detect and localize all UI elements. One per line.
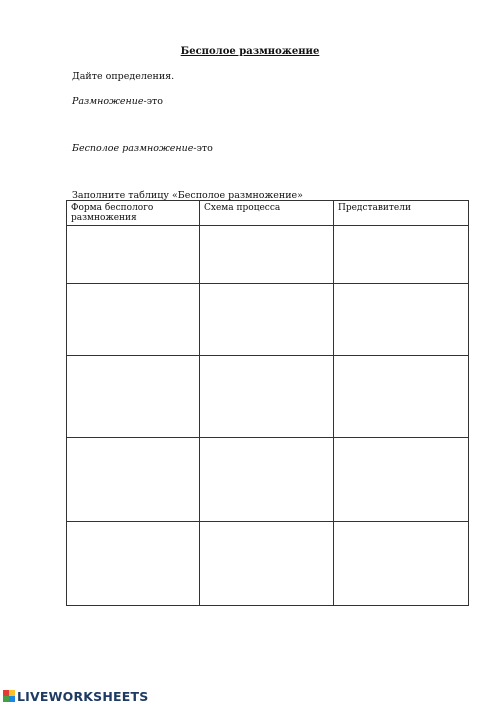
table-row <box>67 522 469 606</box>
table-cell-representatives[interactable] <box>334 284 469 356</box>
liveworksheets-logo <box>3 689 148 703</box>
definitions-instruction: Дайте определения. <box>72 71 175 82</box>
definition-asexual-reproduction <box>72 143 213 154</box>
header-representatives: Представители <box>334 201 469 226</box>
table-cell-scheme[interactable] <box>200 356 334 438</box>
definition-reproduction <box>72 96 163 107</box>
logo-square <box>9 696 15 702</box>
table-cell-scheme[interactable] <box>200 522 334 606</box>
definition-suffix: -это <box>143 96 164 107</box>
asexual-reproduction-table <box>66 200 469 606</box>
table-row <box>67 226 469 284</box>
table-cell-form[interactable] <box>67 226 200 284</box>
definition-suffix: -это <box>193 143 213 154</box>
table-row <box>67 438 469 522</box>
table-cell-scheme[interactable] <box>200 226 334 284</box>
liveworksheets-logo-text: LIVEWORKSHEETS <box>17 688 149 704</box>
table-cell-representatives[interactable] <box>334 438 469 522</box>
table-cell-form[interactable] <box>67 522 200 606</box>
table-row <box>67 284 469 356</box>
table-cell-form[interactable] <box>67 356 200 438</box>
table-instruction: Заполните таблицу «Бесполое размножение» <box>72 190 303 201</box>
table-cell-scheme[interactable] <box>200 438 334 522</box>
table-header-row <box>67 201 469 226</box>
liveworksheets-logo-icon <box>3 690 15 702</box>
table-cell-scheme[interactable] <box>200 284 334 356</box>
table-cell-representatives[interactable] <box>334 226 469 284</box>
table-cell-form[interactable] <box>67 438 200 522</box>
definition-term: Бесполое размножение <box>72 143 194 154</box>
table-cell-representatives[interactable] <box>334 356 469 438</box>
page-title: Бесполое размножение <box>180 46 320 57</box>
header-scheme: Схема процесса <box>200 201 334 226</box>
table-cell-form[interactable] <box>67 284 200 356</box>
definition-term: Размножение <box>72 96 144 107</box>
header-form: Форма бесполого размножения <box>67 201 200 226</box>
table-cell-representatives[interactable] <box>334 522 469 606</box>
table-row <box>67 356 469 438</box>
